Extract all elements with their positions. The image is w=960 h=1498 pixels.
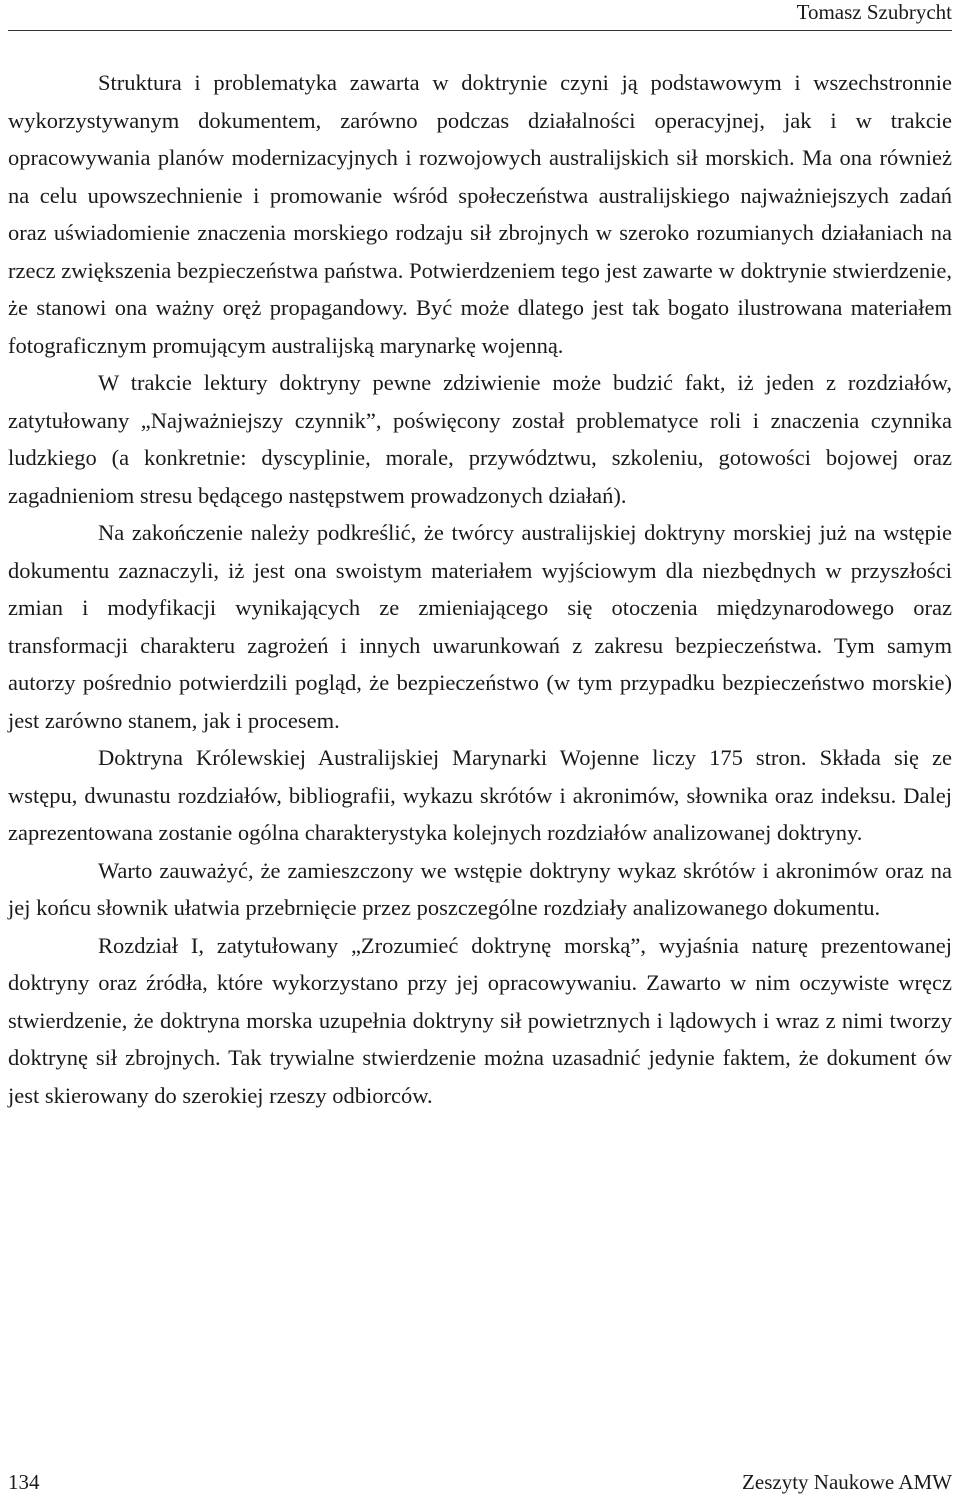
body-text (8, 64, 952, 1114)
page-number: 134 (8, 1470, 40, 1494)
paragraph: Struktura i problematyka zawarta w doktrynie czyni ją podstawowym i wszechstronnie wykorzystywanym dokumentem, zarówno podczas działalności operacyjnej, jak i w trakcie opracowywania planów modernizacyjnych i rozwojowych australijskich sił morskich. Ma ona również na celu upowszechnienie i promowanie wśród społeczeństwa australijskiego najważniejszych zadań oraz uświadomienie znaczenia morskiego rodzaju sił zbrojnych w szeroko rozumianych działaniach na rzecz zwiększenia bezpieczeństwa państwa. Potwierdzeniem tego jest zawarte w doktrynie stwierdzenie, że stanowi ona ważny oręż propagandowy. Być może dlatego jest tak bogato ilustrowana materiałem fotograficznym promującym australijską marynarkę wojenną. (8, 70, 952, 358)
paragraph: W trakcie lektury doktryny pewne zdziwienie może budzić fakt, iż jeden z rozdziałów, zatytułowany „Najważniejszy czynnik”, poświęcony został problematyce roli i znaczenia czynnika ludzkiego (a konkretnie: dyscyplinie, morale, przywództwu, szkoleniu, gotowości bojowej oraz zagadnieniom stresu będącego następstwem prowadzonych działań). (8, 370, 952, 508)
paragraph: Warto zauważyć, że zamieszczony we wstępie doktryny wykaz skrótów i akronimów oraz na jej końcu słownik ułatwia przebrnięcie przez poszczególne rozdziały analizowanego dokumentu. (8, 857, 952, 920)
paragraph: Rozdział I, zatytułowany „Zrozumieć doktrynę morską”, wyjaśnia naturę prezentowanej doktryny oraz źródła, które wykorzystano przy jej opracowywaniu. Zawarto w nim oczywiste wręcz stwierdzenie, że doktryna morska uzupełnia doktryny sił powietrznych i lądowych i wraz z nimi tworzy doktrynę sił zbrojnych. Tak trywialne stwierdzenie można uzasadnić jedynie faktem, że dokument ów jest skierowany do szerokiej rzeszy odbiorców. (8, 932, 952, 1108)
header-rule (8, 30, 952, 31)
paragraph: Doktryna Królewskiej Australijskiej Marynarki Wojenne liczy 175 stron. Składa się ze wstępu, dwunastu rozdziałów, bibliografii, wykazu skrótów i akronimów, słownika oraz indeksu. Dalej zaprezentowana zostanie ogólna charakterystyka kolejnych rozdziałów analizowanej doktryny. (8, 745, 952, 845)
running-head-author: Tomasz Szubrycht (796, 0, 952, 24)
paragraph: Na zakończenie należy podkreślić, że twórcy australijskiej doktryny morskiej już na wstępie dokumentu zaznaczyli, iż jest ona swoistym materiałem wyjściowym dla niezbędnych w przyszłości zmian i modyfikacji wynikających ze zmieniającego się otoczenia międzynarodowego oraz transformacji charakteru zagrożeń i innych uwarunkowań z zakresu bezpieczeństwa. Tym samym autorzy pośrednio potwierdzili pogląd, że bezpieczeństwo (w tym przypadku bezpieczeństwo morskie) jest zarówno stanem, jak i procesem. (8, 520, 952, 733)
journal-title: Zeszyty Naukowe AMW (742, 1470, 952, 1494)
